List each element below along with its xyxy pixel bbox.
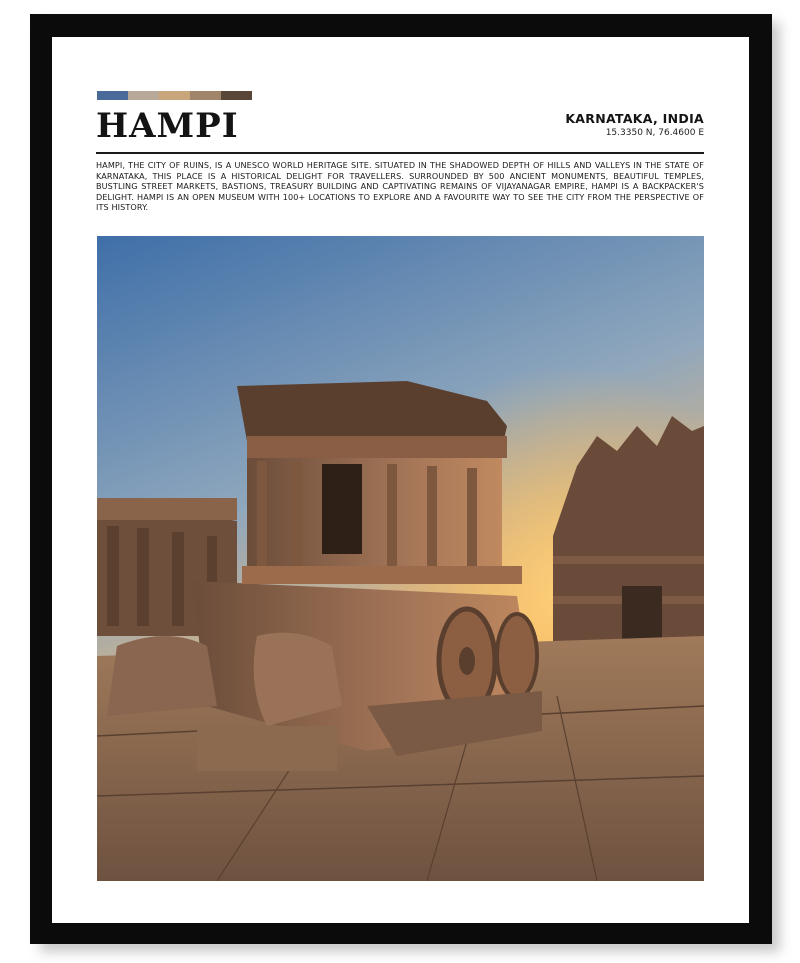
coordinates-label: 15.3350 N, 76.4600 E bbox=[605, 128, 704, 138]
palette-swatch bbox=[221, 91, 252, 100]
palette-swatch bbox=[190, 91, 221, 100]
temple-photo bbox=[97, 236, 704, 881]
color-palette bbox=[97, 91, 252, 100]
palette-swatch bbox=[128, 91, 159, 100]
palette-swatch bbox=[159, 91, 190, 100]
description-text: HAMPI, THE CITY OF RUINS, IS A UNESCO WORLD HERITAGE SITE. SITUATED IN THE SHADOWED DEPTH OF HILLS AND VALLEYS IN THE STATE OF KARNATAKA, THIS PLACE IS A HISTORICAL DELIGHT FOR TRAVELLERS. SURROUNDED BY 500 ANCIENT MONUMENTS, BEAUTIFUL TEMPLES, BUSTLING STREET MARKETS, BASTIONS, TREASURY BUILDING AND CAPTIVATING REMAINS OF VIJAYANAGAR EMPIRE, HAMPI IS A BACKPACKER'S DELIGHT. HAMPI IS AN OPEN MUSEUM WITH 100+ LOCATIONS TO EXPLORE AND A FAVOURITE WAY TO SEE THE CITY FROM THE PERSPECTIVE OF ITS HISTORY. bbox=[96, 160, 704, 213]
poster-title: HAMPI bbox=[96, 106, 239, 146]
location-label: KARNATAKA, INDIA bbox=[565, 111, 704, 126]
divider bbox=[96, 152, 704, 154]
palette-swatch bbox=[97, 91, 128, 100]
